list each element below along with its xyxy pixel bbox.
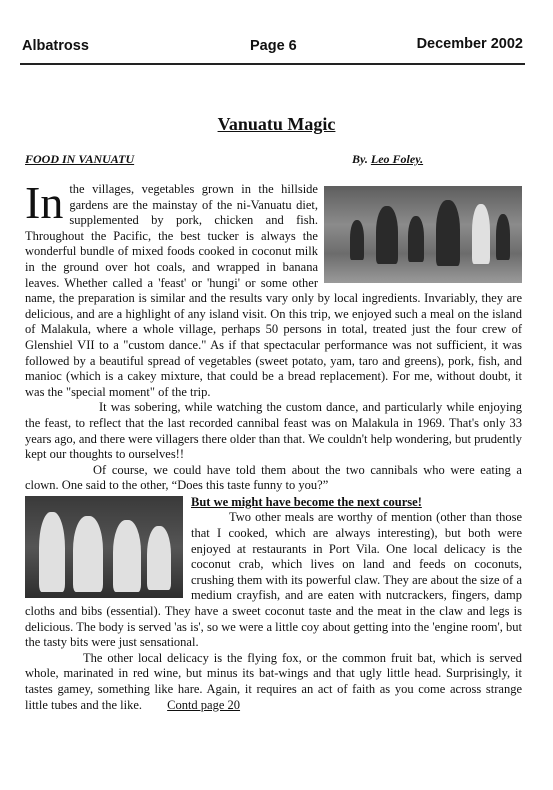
paragraph-3-text: Of course, we could have told them about the two cannibals who were eating a clown. One said to the other, “Does this taste funny to you?” — [25, 462, 522, 493]
article-body — [25, 177, 522, 713]
section-heading: FOOD IN VANUATU — [25, 152, 135, 166]
continued-link: Contd page 20 — [167, 697, 241, 712]
paragraph-3 — [25, 463, 522, 494]
page-number: Page 6 — [250, 38, 297, 54]
paragraph-5-text: The other local delicacy is the flying fox, or the common fruit bat, which is served whole, marinated in red wine, but minus its bat-wings and that ugly little head. Surprisingly, it tastes gamey, something like hare. Again, it requires an act of faith as you come across strange little tubes and the like. — [25, 650, 522, 712]
drop-cap: In — [25, 177, 64, 228]
publication-name: Albatross — [22, 38, 89, 54]
paragraph-4: Two other meals are worthy of mention (other than those that I cooked, which are always interesting), but both were enjoyed at restaurants in Port Vila. One local delicacy is the coconut crab, which lives on land and feeds on coconuts, crushing them with its powerful claw. They are about the size of a medium crayfish, and are eaten with nutcrackers, fingers, damp cloths and bibs (essential). They have a sweet coconut taste and the meat in the claw and legs is delicious. The body is served 'as is', so we were a little coy about getting into the 'engine room', but the tasty bits were just sensational. — [25, 510, 522, 650]
paragraph-1-text: the villages, vegetables grown in the hillside gardens are the mainstay of the ni-Vanuatu diet, supplemented by pork, chicken and fish. Throughout the Pacific, the best tucker is always the wonderful bundle of mixed foods cooked in coconut milk in the ground over hot coals, and wrapped in banana leaves. Whether called a 'feast' or 'hungi' or some other name, the preparation is similar and the results vary only by local ingredients. Invariably, they are delicious, and are a highlight of any island visit. On this trip, we enjoyed such a meal on the island of Malakula, where a whole village, perhaps 50 persons in total, treated just the four crew of Glenshiel VII to a "custom dance." As if that spectacular performance was not sufficient, it was followed by a beautiful spread of vegetables (sweet potato, yam, taro and greens), pork, fish, and manioc (which is a cakey mixture, that could be a bread replacement). For me, without doubt, it was the "special moment" of the trip. — [25, 182, 522, 399]
author-name: Leo Foley. — [370, 152, 424, 166]
custom-dance-photo — [324, 186, 522, 283]
subheading: But we might have become the next course! — [191, 494, 422, 509]
issue-date: December 2002 — [416, 36, 523, 52]
header-rule — [20, 63, 525, 65]
group-photo — [25, 496, 183, 598]
paragraph-1 — [25, 177, 522, 400]
page-header — [22, 34, 523, 58]
byline-prefix: By. — [352, 152, 368, 166]
paragraph-5 — [25, 651, 522, 713]
byline — [352, 152, 423, 167]
article-title: Vanuatu Magic — [217, 114, 336, 134]
paragraph-2: It was sobering, while watching the custom dance, and particularly while enjoying the feast, to reflect that the last recorded cannibal feast was on Malakula in 1969. That's only 33 years ago, and there were villagers there older than that. We couldn't help wondering, but prudently kept our thoughts to ourselves!! — [25, 400, 522, 462]
